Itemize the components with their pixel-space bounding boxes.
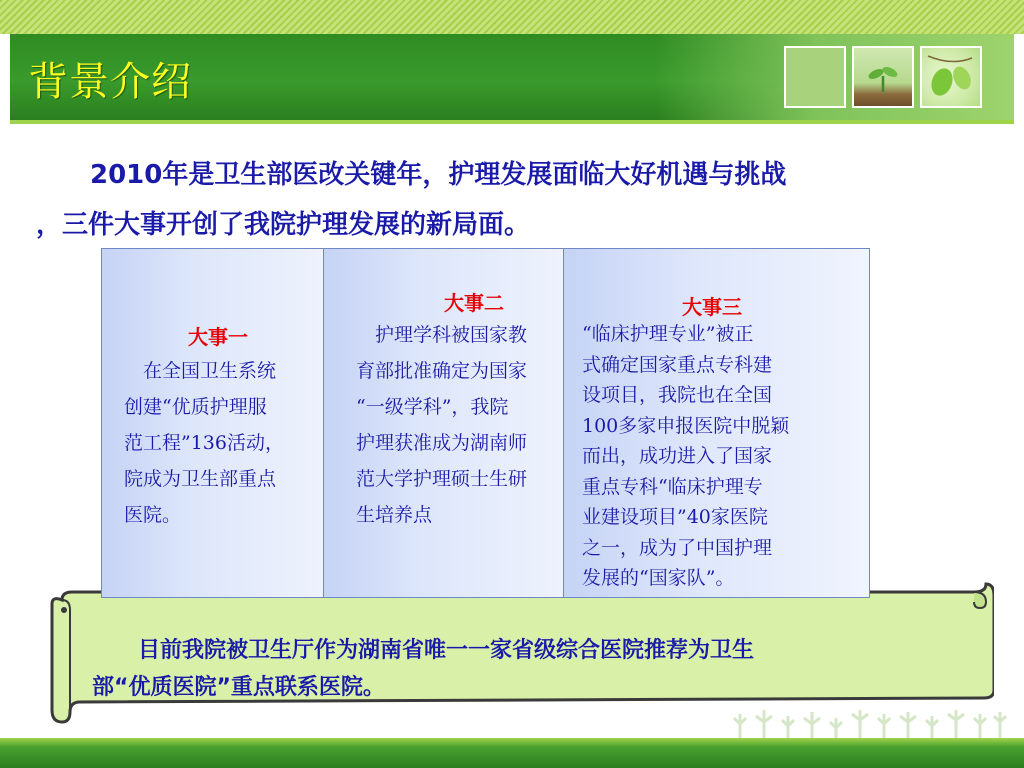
event-1-line: 在全国卫生系统 (124, 360, 277, 382)
event-2-line: 生培养点 (356, 504, 433, 526)
event-card-2 (323, 248, 565, 598)
event-1-line: 范工程”136活动， (124, 432, 284, 454)
event-card-1 (101, 248, 325, 598)
event-1-line: 创建“优质护理服 (124, 396, 267, 418)
event-3-line: 设项目，我院也在全国 (582, 384, 773, 406)
intro-line-2: ，三件大事开创了我院护理发展的新局面。 (36, 210, 531, 240)
event-3-line: 式确定国家重点专科建 (582, 353, 773, 376)
top-stripe-band (0, 0, 1024, 34)
bottom-bar (0, 738, 1024, 768)
event-1-heading: 大事一 (188, 325, 248, 349)
event-1-line: 医院。 (124, 504, 182, 526)
event-2-line: 护理获准成为湖南师 (356, 432, 528, 454)
intro-line-1: 2010年是卫生部医改关键年，护理发展面临大好机遇与挑战 (90, 160, 787, 190)
plain-green-thumbnail (784, 46, 846, 108)
event-card-3 (563, 248, 870, 598)
event-2-line: 护理学科被国家教 (356, 324, 528, 346)
event-1-text (124, 353, 284, 533)
intro-paragraph (36, 150, 986, 250)
event-1-line: 院成为卫生部重点 (124, 468, 277, 490)
event-2-line: 范大学护理硕士生研 (356, 468, 528, 490)
leaf-thumbnail (920, 46, 982, 108)
event-2-line: “一级学科”，我院 (356, 396, 509, 418)
event-3-text (582, 319, 789, 594)
plant-silhouette-decoration (730, 700, 1010, 742)
event-3-line: 之一，成为了中国护理 (582, 536, 773, 559)
event-3-heading: 大事三 (682, 295, 742, 319)
slide-title: 背景介绍 (28, 59, 192, 105)
event-2-line: 育部批准确定为国家 (356, 360, 528, 382)
event-3-line: 而出，成功进入了国家 (582, 445, 773, 467)
scroll-line-2: 部“优质医院”重点联系医院。 (92, 675, 385, 700)
event-3-line: 业建设项目”40家医院 (582, 506, 768, 528)
scroll-line-1: 目前我院被卫生厅作为湖南省唯一一家省级综合医院推荐为卫生 (138, 638, 755, 663)
sprout-thumbnail (852, 46, 914, 108)
scroll-text (92, 632, 952, 706)
event-3-line: 重点专科“临床护理专 (582, 475, 763, 498)
event-3-line: “临床护理专业”被正 (582, 323, 754, 345)
event-2-text (356, 317, 527, 533)
event-3-line: 发展的“国家队”。 (582, 567, 735, 589)
event-3-line: 100多家申报医院中脱颖 (582, 414, 790, 437)
event-2-heading: 大事二 (444, 291, 504, 315)
